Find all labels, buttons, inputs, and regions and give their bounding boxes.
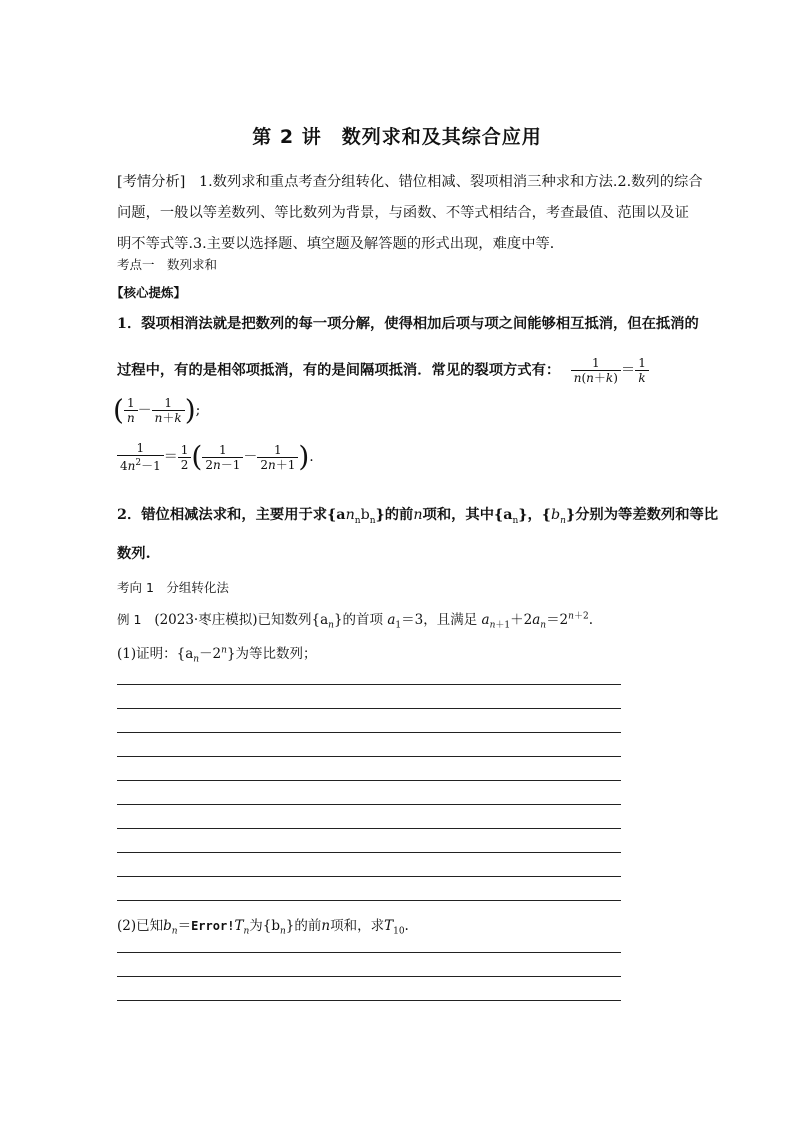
answer-line[interactable] [117, 852, 621, 853]
analysis-line-3: 明不等式等.3.主要以选择题、填空题及解答题的形式出现，难度中等． [117, 236, 565, 252]
core-heading: 【核心提炼】 [111, 285, 187, 300]
point-1-line-2: 过程中，有的是相邻项抵消，有的是间隔项抵消．常见的裂项方式有： $\frac{1}{n(n+k)}$ ＝ $\frac{1}{k}$ [117, 356, 649, 385]
answer-line[interactable] [117, 900, 621, 901]
point-2-line-2: 数列. [117, 546, 151, 562]
fraction-1-over-n-n-plus-k: $\frac{1}{n(n+k)}$ [571, 356, 621, 385]
page-title: 第 2 讲 数列求和及其综合应用 [252, 126, 542, 148]
answer-line[interactable] [117, 684, 621, 685]
analysis-paragraph [117, 167, 703, 260]
answer-line[interactable] [117, 780, 621, 781]
analysis-line-1: 1.数列求和重点考查分组转化、错位相减、裂项相消三种求和方法.2.数列的综合 [198, 174, 703, 190]
answer-line[interactable] [117, 952, 621, 953]
formula-split-1: ( $\frac{1}{n}$ － $\frac{1}{n+k}$ ); [113, 393, 201, 427]
fraction-1-over-k: $\frac{1}{k}$ [635, 356, 649, 385]
question-2: (2)已知$b_n=Error!T_n$为$\{b_n\}$的前n项和，求$T_{10}$. [117, 918, 409, 937]
point-2-line-1: 2．错位相减法求和，主要用于求$\{an_nb_n\}$的前n项和，其中$\{a_n\}$，$\{b_n\}$分别为等差数列和等比 [117, 507, 719, 526]
answer-line[interactable] [117, 804, 621, 805]
answer-line[interactable] [117, 708, 621, 709]
answer-line[interactable] [117, 976, 621, 977]
example-1: 例 1 (2023·枣庄模拟)已知数列$\{a_n\}$的首项 $a_1=3$，且满足 $a_{n+1}+2a_n=2^{n+2}$. [117, 611, 593, 631]
analysis-label: [考情分析] [117, 174, 186, 190]
section-heading-1: 考点一 数列求和 [117, 257, 218, 272]
analysis-line-2: 问题，一般以等差数列、等比数列为背景，与函数、不等式相结合，考查最值、范围以及证 [117, 205, 689, 221]
question-1: (1)证明：$\{a_n-2^n\}$为等比数列； [117, 645, 317, 665]
formula-split-2: $\frac{1}{4n^2-1}$ ＝ $\frac{1}{2}$ ( $\frac{1}{2n-1}$ － $\frac{1}{2n+1}$ ). [117, 441, 314, 473]
answer-line[interactable] [117, 1000, 621, 1001]
answer-line[interactable] [117, 828, 621, 829]
section-heading-2: 考向 1 分组转化法 [117, 580, 229, 595]
answer-line[interactable] [117, 876, 621, 877]
answer-line[interactable] [117, 732, 621, 733]
answer-line[interactable] [117, 756, 621, 757]
point-1-line-1: 1．裂项相消法就是把数列的每一项分解，使得相加后项与项之间能够相互抵消，但在抵消的 [117, 316, 699, 332]
